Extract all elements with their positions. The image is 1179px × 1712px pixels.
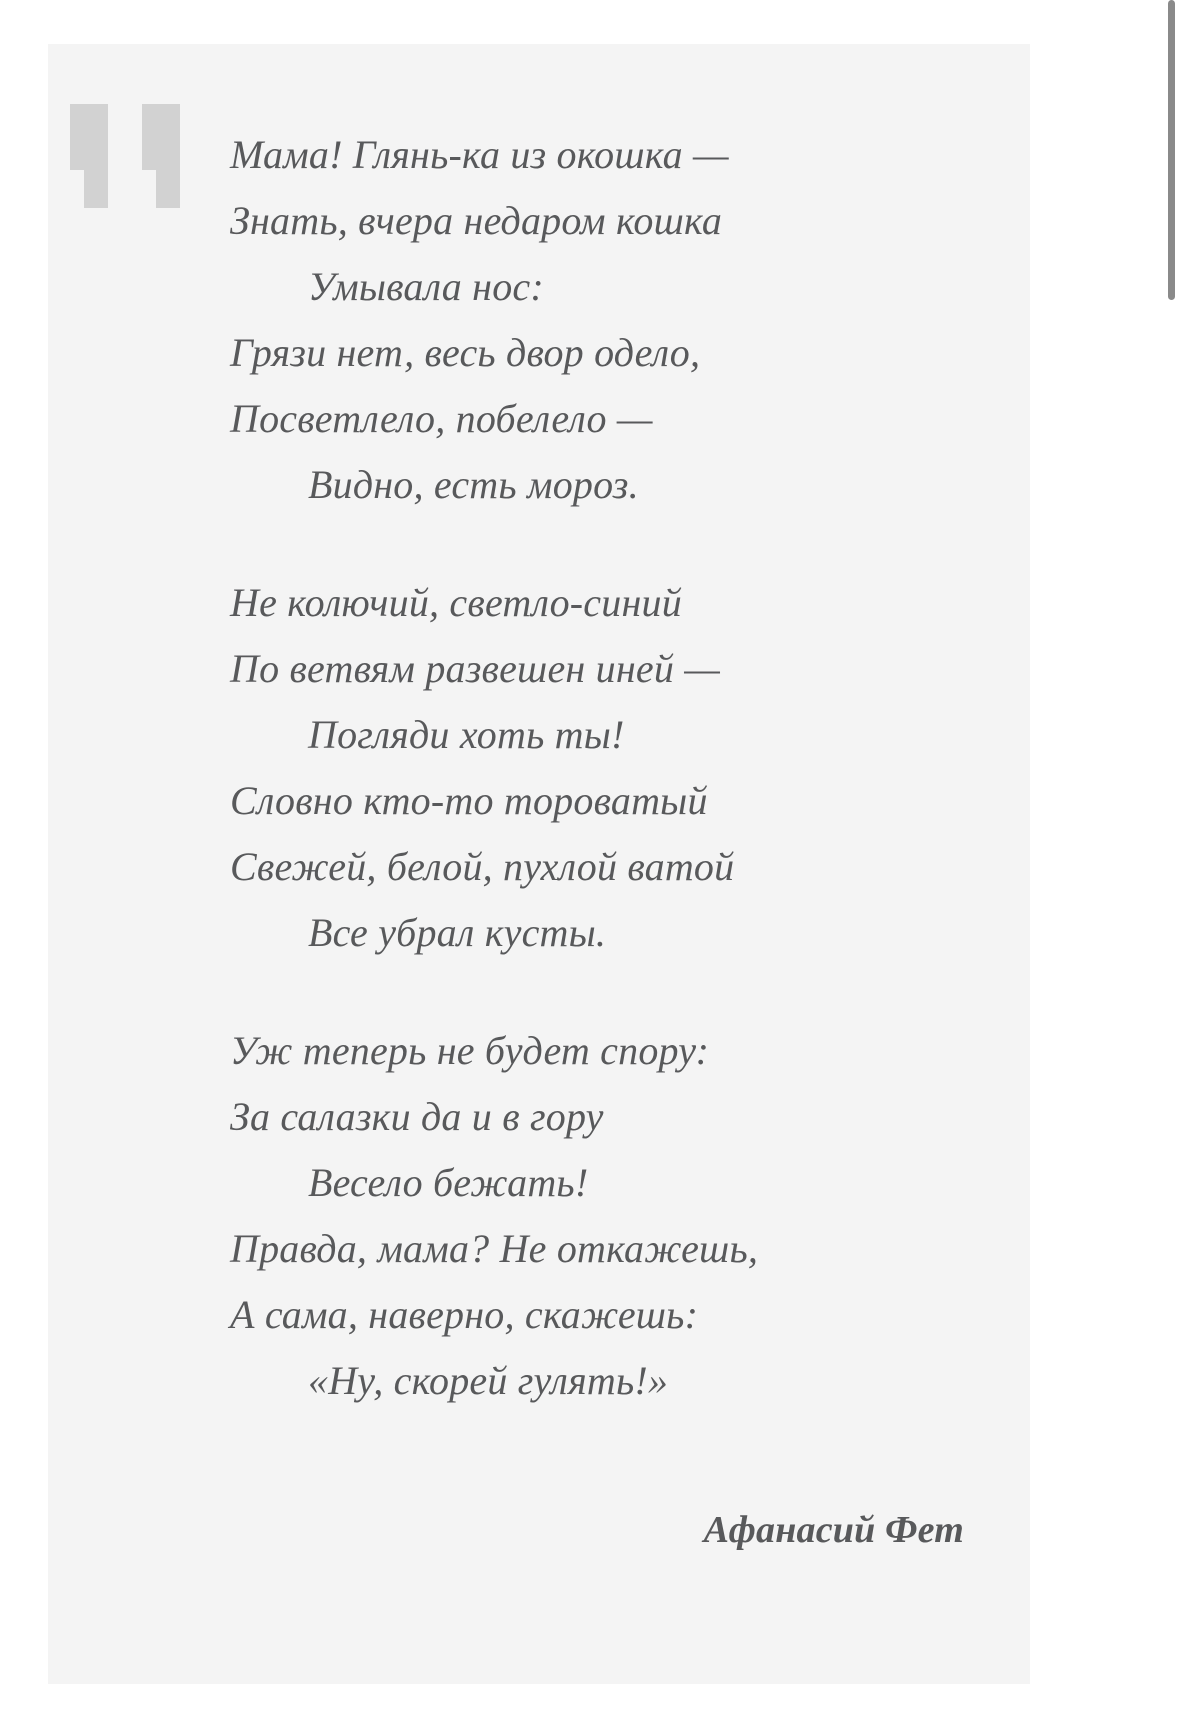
poem-line: «Ну, скорей гулять!» <box>308 1358 669 1403</box>
poem-line: За салазки да и в гору <box>230 1094 604 1139</box>
poem-line: Уж теперь не будет спору: <box>230 1028 710 1073</box>
poem-line: Все убрал кусты. <box>308 910 607 955</box>
poem-line: Правда, мама? Не откажешь, <box>230 1226 759 1271</box>
quote-card <box>48 44 1030 1684</box>
poem-line: Умывала нос: <box>308 264 544 309</box>
scrollbar-thumb[interactable] <box>1168 0 1175 300</box>
poem-line: Весело бежать! <box>308 1160 589 1205</box>
poem-line: Мама! Глянь-ка из окошка — <box>230 132 729 177</box>
quote-tail-left <box>84 170 108 208</box>
quotation-mark-icon <box>70 104 210 214</box>
poem-line: Не колючий, светло-синий <box>230 580 682 625</box>
quote-bar-right <box>142 104 180 170</box>
poem-author: Афанасий Фет <box>703 1509 964 1551</box>
quote-tail-right <box>156 170 180 208</box>
page-scrollbar[interactable] <box>1168 0 1175 1712</box>
poem-line: Словно кто-то тороватый <box>230 778 708 823</box>
poem-stanza <box>230 122 990 518</box>
poem-line: Посветлело, побелело — <box>230 396 653 441</box>
poem-line: А сама, наверно, скажешь: <box>230 1292 699 1337</box>
quote-bar-left <box>70 104 108 170</box>
poem-line: По ветвям развешен иней — <box>230 646 720 691</box>
poem-stanza <box>230 1018 990 1414</box>
poem-body <box>230 122 990 1466</box>
poem-stanza <box>230 570 990 966</box>
poem-line: Свежей, белой, пухлой ватой <box>230 844 735 889</box>
poem-line: Знать, вчера недаром кошка <box>230 198 723 243</box>
poem-line: Видно, есть мороз. <box>308 462 639 507</box>
poem-line: Грязи нет, весь двор одело, <box>230 330 701 375</box>
poem-line: Погляди хоть ты! <box>308 712 625 757</box>
